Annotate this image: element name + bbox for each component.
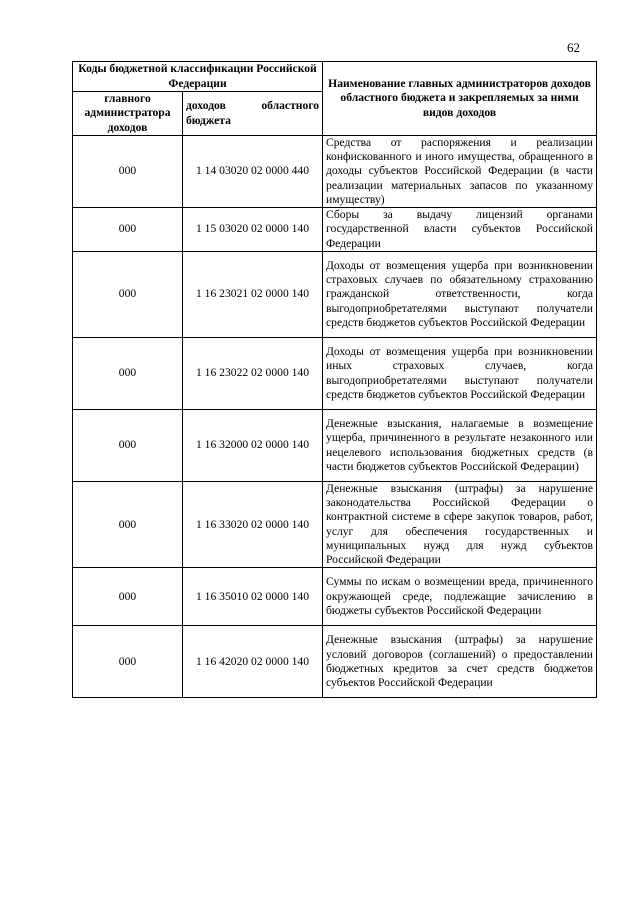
table-row: [73, 338, 597, 410]
header-budget-codes: Коды бюджетной классификации Российской Федерации: [73, 62, 323, 92]
table-row: [73, 568, 597, 626]
income-code: 1 16 42020 02 0000 140: [183, 626, 323, 698]
admin-code: 000: [73, 568, 183, 626]
header-chief-administrator: главного администратора доходов: [73, 92, 183, 136]
table-row: [73, 626, 597, 698]
income-code: 1 16 35010 02 0000 140: [183, 568, 323, 626]
admin-code: 000: [73, 252, 183, 338]
budget-classification-table: [72, 61, 597, 698]
page-number: 62: [567, 40, 580, 55]
income-code: 1 15 03020 02 0000 140: [183, 208, 323, 252]
income-description: Доходы от возмещения ущерба при возникновении страховых случаев по обязательному страхованию гражданской ответственности, когда выгодоприобретателями выступают получатели средств бюджетов субъектов Российской Федерации: [323, 252, 597, 338]
header-administrator-name: Наименование главных администраторов доходов областного бюджета и закрепляемых за ними видов доходов: [323, 62, 597, 136]
income-code: 1 16 32000 02 0000 140: [183, 410, 323, 482]
admin-code: 000: [73, 208, 183, 252]
income-code: 1 16 23021 02 0000 140: [183, 252, 323, 338]
income-description: Доходы от возмещения ущерба при возникновении иных страховых случаев, когда выгодоприобретателями выступают получатели средств бюджетов субъектов Российской Федерации: [323, 338, 597, 410]
income-description: Суммы по искам о возмещении вреда, причиненного окружающей среде, подлежащие зачислению в бюджеты субъектов Российской Федерации: [323, 568, 597, 626]
income-description: Денежные взыскания (штрафы) за нарушение условий договоров (соглашений) о предоставлении бюджетных кредитов за счет средств бюджетов субъектов Российской Федерации: [323, 626, 597, 698]
admin-code: 000: [73, 338, 183, 410]
table-row: [73, 208, 597, 252]
admin-code: 000: [73, 482, 183, 568]
header-regional-income: доходов областного бюджета: [183, 92, 323, 136]
income-description: Сборы за выдачу лицензий органами государственной власти субъектов Российской Федерации: [323, 208, 597, 252]
table-row: [73, 252, 597, 338]
income-description: Средства от распоряжения и реализации конфискованного и иного имущества, обращенного в доходы субъектов Российской Федерации (в части реализации материальных запасов по указанному имуществу): [323, 136, 597, 208]
income-code: 1 16 33020 02 0000 140: [183, 482, 323, 568]
income-description: Денежные взыскания (штрафы) за нарушение законодательства Российской Федерации о контрактной системе в сфере закупок товаров, работ, услуг для обеспечения государственных и муниципальных нужд для нужд субъектов Российской Федерации: [323, 482, 597, 568]
income-description: Денежные взыскания, налагаемые в возмещение ущерба, причиненного в результате незаконного или нецелевого использования бюджетных средств (в части бюджетов субъектов Российской Федерации): [323, 410, 597, 482]
admin-code: 000: [73, 410, 183, 482]
table-row: [73, 482, 597, 568]
table-row: [73, 410, 597, 482]
income-code: 1 16 23022 02 0000 140: [183, 338, 323, 410]
table-row: [73, 136, 597, 208]
admin-code: 000: [73, 136, 183, 208]
income-code: 1 14 03020 02 0000 440: [183, 136, 323, 208]
admin-code: 000: [73, 626, 183, 698]
